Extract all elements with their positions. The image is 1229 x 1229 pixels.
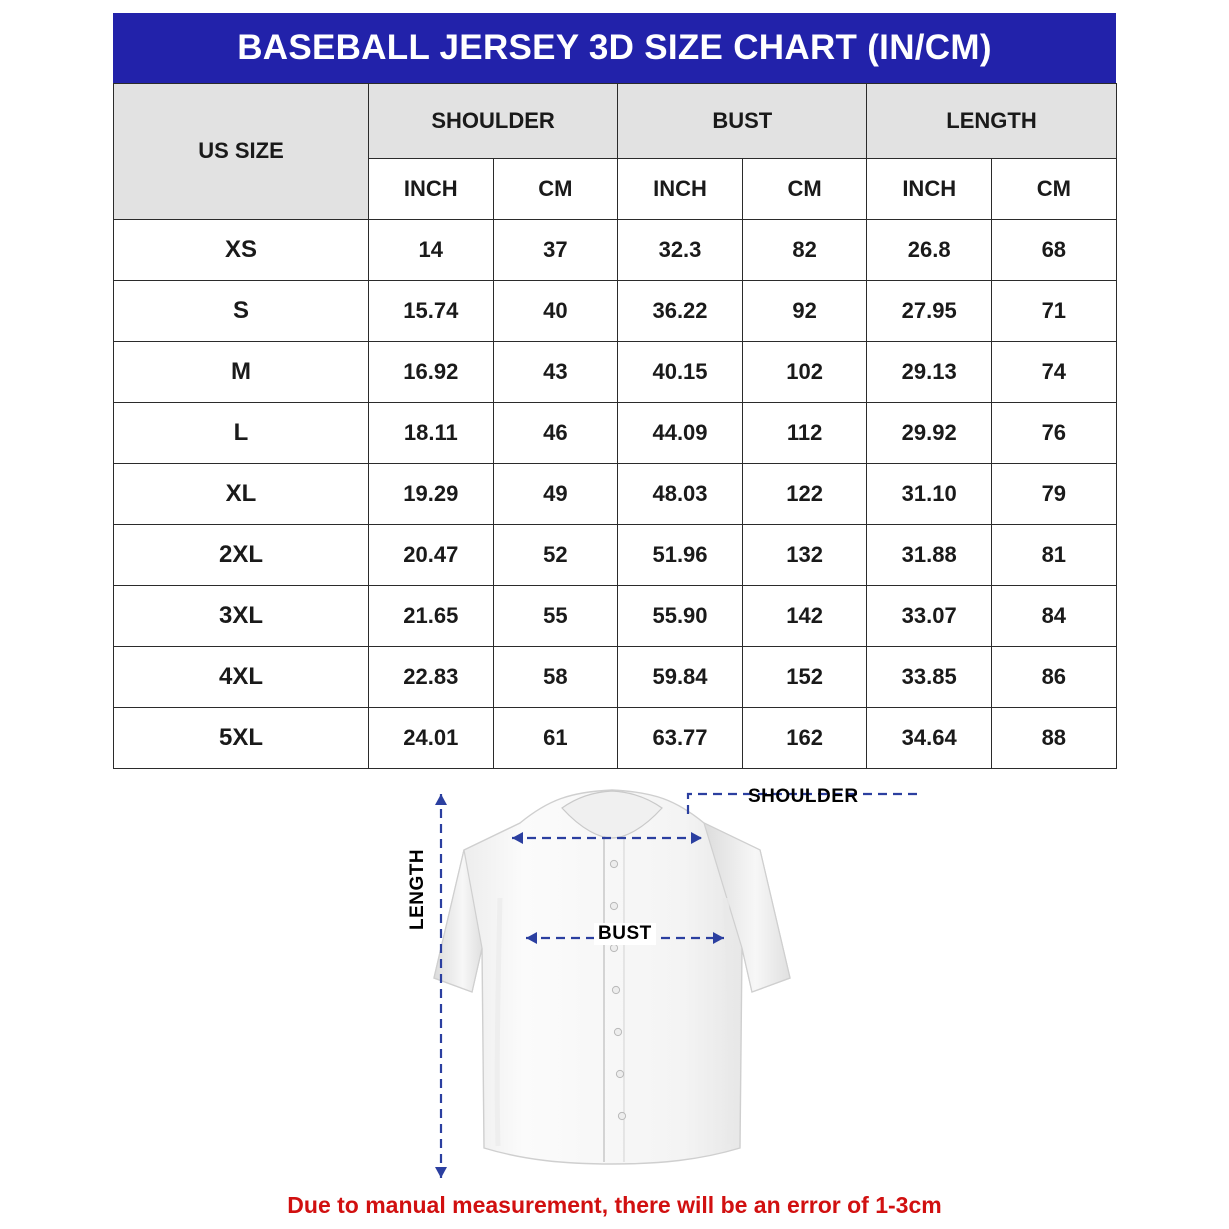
size-chart — [113, 13, 1116, 769]
cell-bust-inch: 36.22 — [618, 280, 743, 341]
cell-shoulder-inch: 18.11 — [369, 402, 494, 463]
measurement-illustration — [0, 778, 1229, 1229]
cell-shoulder-cm: 37 — [493, 219, 618, 280]
cell-length-cm: 74 — [992, 341, 1117, 402]
cell-shoulder-cm: 43 — [493, 341, 618, 402]
cell-bust-cm: 112 — [742, 402, 867, 463]
cell-size: XL — [114, 463, 369, 524]
cell-bust-inch: 55.90 — [618, 585, 743, 646]
cell-shoulder-inch: 24.01 — [369, 707, 494, 768]
cell-size: M — [114, 341, 369, 402]
cell-shoulder-inch: 19.29 — [369, 463, 494, 524]
cell-length-inch: 34.64 — [867, 707, 992, 768]
table-row — [114, 219, 1117, 280]
cell-length-inch: 26.8 — [867, 219, 992, 280]
cell-size: S — [114, 280, 369, 341]
label-length: LENGTH — [407, 848, 428, 930]
header-shoulder-inch: INCH — [369, 158, 494, 219]
cell-shoulder-cm: 55 — [493, 585, 618, 646]
table-row — [114, 585, 1117, 646]
cell-bust-inch: 59.84 — [618, 646, 743, 707]
cell-shoulder-cm: 49 — [493, 463, 618, 524]
cell-bust-cm: 122 — [742, 463, 867, 524]
chart-title: BASEBALL JERSEY 3D SIZE CHART (IN/CM) — [113, 13, 1116, 83]
table-row — [114, 524, 1117, 585]
header-bust: BUST — [618, 83, 867, 158]
cell-length-cm: 76 — [992, 402, 1117, 463]
cell-length-cm: 81 — [992, 524, 1117, 585]
cell-bust-cm: 162 — [742, 707, 867, 768]
table-row — [114, 707, 1117, 768]
cell-length-inch: 31.10 — [867, 463, 992, 524]
cell-size: XS — [114, 219, 369, 280]
header-bust-inch: INCH — [618, 158, 743, 219]
header-length: LENGTH — [867, 83, 1116, 158]
header-shoulder: SHOULDER — [369, 83, 618, 158]
cell-shoulder-inch: 16.92 — [369, 341, 494, 402]
label-shoulder: SHOULDER — [748, 786, 859, 807]
cell-size: 3XL — [114, 585, 369, 646]
cell-size: L — [114, 402, 369, 463]
header-length-cm: CM — [992, 158, 1117, 219]
cell-bust-cm: 132 — [742, 524, 867, 585]
cell-length-cm: 84 — [992, 585, 1117, 646]
cell-length-inch: 27.95 — [867, 280, 992, 341]
cell-length-cm: 86 — [992, 646, 1117, 707]
jersey-illustration-svg — [0, 778, 1229, 1229]
cell-bust-cm: 92 — [742, 280, 867, 341]
cell-shoulder-inch: 21.65 — [369, 585, 494, 646]
cell-size: 4XL — [114, 646, 369, 707]
cell-bust-cm: 142 — [742, 585, 867, 646]
cell-length-cm: 68 — [992, 219, 1117, 280]
cell-bust-inch: 48.03 — [618, 463, 743, 524]
cell-bust-inch: 44.09 — [618, 402, 743, 463]
cell-length-inch: 31.88 — [867, 524, 992, 585]
cell-shoulder-cm: 58 — [493, 646, 618, 707]
cell-length-inch: 29.13 — [867, 341, 992, 402]
cell-bust-inch: 40.15 — [618, 341, 743, 402]
cell-length-inch: 33.07 — [867, 585, 992, 646]
cell-shoulder-inch: 20.47 — [369, 524, 494, 585]
cell-shoulder-cm: 40 — [493, 280, 618, 341]
table-row — [114, 646, 1117, 707]
cell-bust-cm: 102 — [742, 341, 867, 402]
header-us-size: US SIZE — [114, 83, 369, 219]
measurement-disclaimer: Due to manual measurement, there will be an error of 1-3cm — [287, 1192, 942, 1218]
cell-length-cm: 71 — [992, 280, 1117, 341]
table-header — [114, 83, 1117, 219]
cell-length-cm: 79 — [992, 463, 1117, 524]
table-body — [114, 219, 1117, 768]
jersey-body — [434, 790, 790, 1164]
table-row — [114, 341, 1117, 402]
group-header-row — [114, 83, 1117, 158]
cell-length-cm: 88 — [992, 707, 1117, 768]
cell-bust-cm: 82 — [742, 219, 867, 280]
cell-shoulder-inch: 15.74 — [369, 280, 494, 341]
table-row — [114, 280, 1117, 341]
label-bust: BUST — [594, 923, 656, 945]
header-shoulder-cm: CM — [493, 158, 618, 219]
header-length-inch: INCH — [867, 158, 992, 219]
cell-bust-inch: 32.3 — [618, 219, 743, 280]
header-bust-cm: CM — [742, 158, 867, 219]
cell-shoulder-inch: 14 — [369, 219, 494, 280]
table-row — [114, 402, 1117, 463]
cell-size: 2XL — [114, 524, 369, 585]
cell-shoulder-cm: 46 — [493, 402, 618, 463]
cell-size: 5XL — [114, 707, 369, 768]
cell-length-inch: 29.92 — [867, 402, 992, 463]
cell-bust-cm: 152 — [742, 646, 867, 707]
cell-shoulder-inch: 22.83 — [369, 646, 494, 707]
cell-bust-inch: 63.77 — [618, 707, 743, 768]
cell-bust-inch: 51.96 — [618, 524, 743, 585]
cell-shoulder-cm: 52 — [493, 524, 618, 585]
cell-shoulder-cm: 61 — [493, 707, 618, 768]
table-row — [114, 463, 1117, 524]
size-chart-table — [113, 83, 1117, 769]
cell-length-inch: 33.85 — [867, 646, 992, 707]
